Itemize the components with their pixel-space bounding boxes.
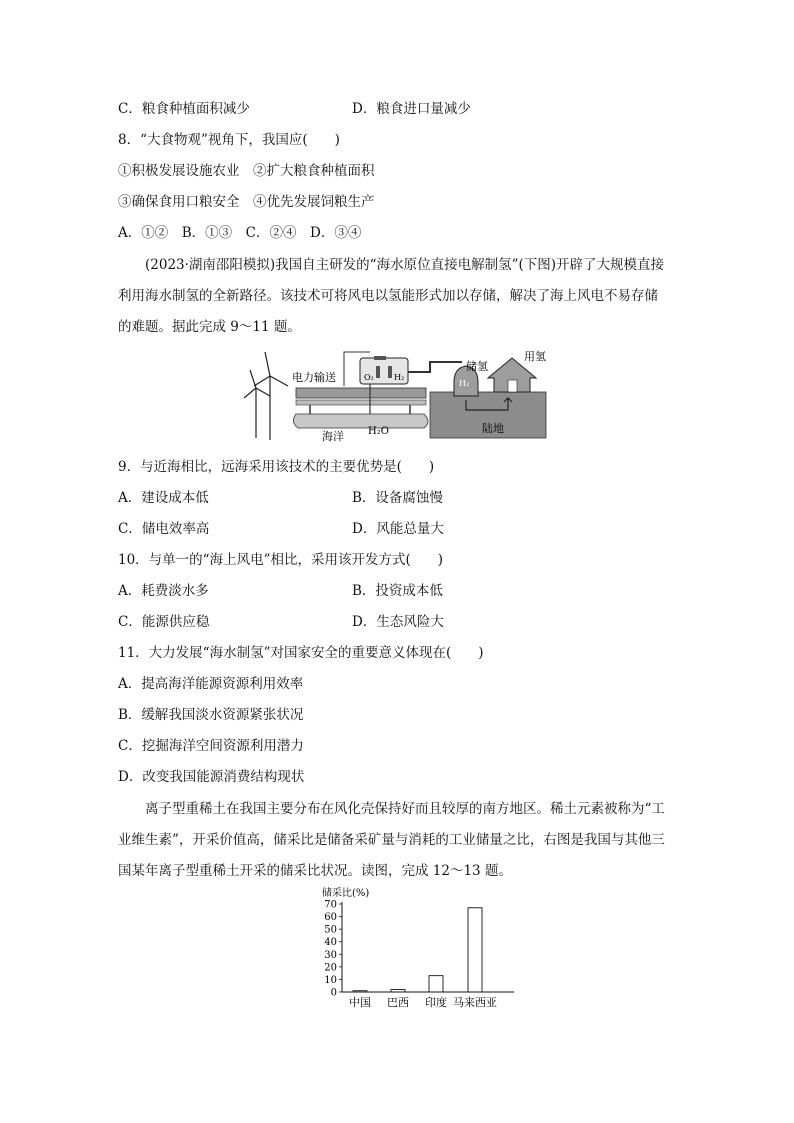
passage-rare-earth-line3: 国某年离子型重稀土开采的储采比状况。读图，完成 12～13 题。 — [118, 863, 512, 879]
q7-option-d: D．粮食进口量减少 — [352, 101, 471, 117]
chart-y-tick-label: 0 — [330, 987, 337, 999]
chart-y-tick-label: 30 — [324, 949, 337, 961]
q9-option-b: B．设备腐蚀慢 — [352, 490, 443, 506]
passage-hydrogen-line2: 利用海水制氢的全新路径。该技术可将风电以氢能形式加以存储，解决了海上风电不易存储 — [118, 288, 658, 304]
chart-y-tick-label: 60 — [324, 912, 337, 924]
passage-hydrogen-line1: (2023·湖南邵阳模拟)我国自主研发的“海水原位直接电解制氢”(下图)开辟了大规模直接 — [145, 257, 665, 273]
passage-hydrogen-line3: 的难题。据此完成 9～11 题。 — [118, 319, 301, 335]
label-power-transmission: 电力输送 — [292, 371, 336, 384]
passage-rare-earth-line2: 业维生素”，开采价值高，储采比是储备采矿量与消耗的工业储量之比，右图是我国与其他三 — [118, 832, 665, 848]
q11-stem: 11．大力发展“海水制氢”对国家安全的重要意义体现在( ) — [118, 645, 484, 661]
label-water: H₂O — [368, 426, 389, 437]
chart-bar-3 — [468, 908, 482, 992]
passage-hydrogen — [118, 256, 678, 349]
wind-turbine-icon — [244, 352, 288, 440]
q11-option-b: B．缓解我国淡水资源紧张状况 — [118, 707, 304, 723]
chart-y-axis-label: 储采比(%) — [322, 888, 370, 899]
offshore-platform — [296, 388, 426, 398]
chart-category-label: 印度 — [425, 996, 447, 1008]
label-h2: H₂ — [394, 373, 405, 382]
hydrogen-diagram — [240, 348, 552, 444]
reserve-ratio-chart — [318, 884, 518, 1008]
label-land: 陆地 — [482, 422, 504, 435]
chart-y-tick-label: 10 — [324, 974, 337, 986]
q9-stem: 9．与近海相比，远海采用该技术的主要优势是( ) — [118, 459, 435, 475]
chart-y-tick-label: 40 — [324, 937, 337, 949]
q9-option-a: A．建设成本低 — [118, 490, 209, 506]
chart-category-label: 中国 — [349, 996, 371, 1008]
chart-y-tick-label: 50 — [324, 924, 337, 936]
q7-option-c: C．粮食种植面积减少 — [118, 101, 250, 117]
q10-option-c: C．能源供应稳 — [118, 614, 210, 630]
chart-category-label: 马来西亚 — [453, 996, 497, 1008]
q11-option-c: C．挖掘海洋空间资源利用潜力 — [118, 738, 304, 754]
q8-items-line1: ①积极发展设施农业 ②扩大粮食种植面积 — [118, 163, 375, 179]
q9-option-d: D．风能总量大 — [352, 521, 444, 537]
label-use: 用氢 — [524, 350, 546, 363]
q10-option-b: B．投资成本低 — [352, 583, 443, 599]
passage-rare-earth-line1: 离子型重稀土在我国主要分布在风化壳保持好而且较厚的南方地区。稀土元素被称为“工 — [145, 801, 665, 817]
label-tank-h2: H₂ — [459, 379, 470, 388]
chart-y-tick-label: 20 — [324, 962, 337, 974]
label-ocean: 海洋 — [322, 430, 344, 443]
q8-options: A．①② B．①③ C．②④ D．③④ — [118, 225, 362, 241]
q8-stem: 8．“大食物观”视角下，我国应( ) — [118, 132, 340, 148]
q10-stem: 10．与单一的“海上风电”相比，采用该开发方式( ) — [118, 552, 444, 568]
chart-bar-2 — [429, 976, 443, 992]
q10-option-a: A．耗费淡水多 — [118, 583, 209, 599]
chart-y-tick-label: 70 — [324, 899, 337, 911]
passage-rare-earth — [118, 800, 678, 893]
q9-option-c: C．储电效率高 — [118, 521, 210, 537]
label-storage: 储氢 — [466, 360, 488, 373]
q8-items-line2: ③确保食用口粮安全 ④优先发展饲粮生产 — [118, 194, 375, 210]
label-o2: O₂ — [364, 373, 374, 382]
q11-option-a: A．提高海洋能源资源利用效率 — [118, 676, 304, 692]
q11-option-d: D．改变我国能源消费结构现状 — [118, 769, 305, 785]
q10-option-d: D．生态风险大 — [352, 614, 444, 630]
chart-category-label: 巴西 — [387, 996, 409, 1008]
ocean-shape — [293, 414, 428, 428]
